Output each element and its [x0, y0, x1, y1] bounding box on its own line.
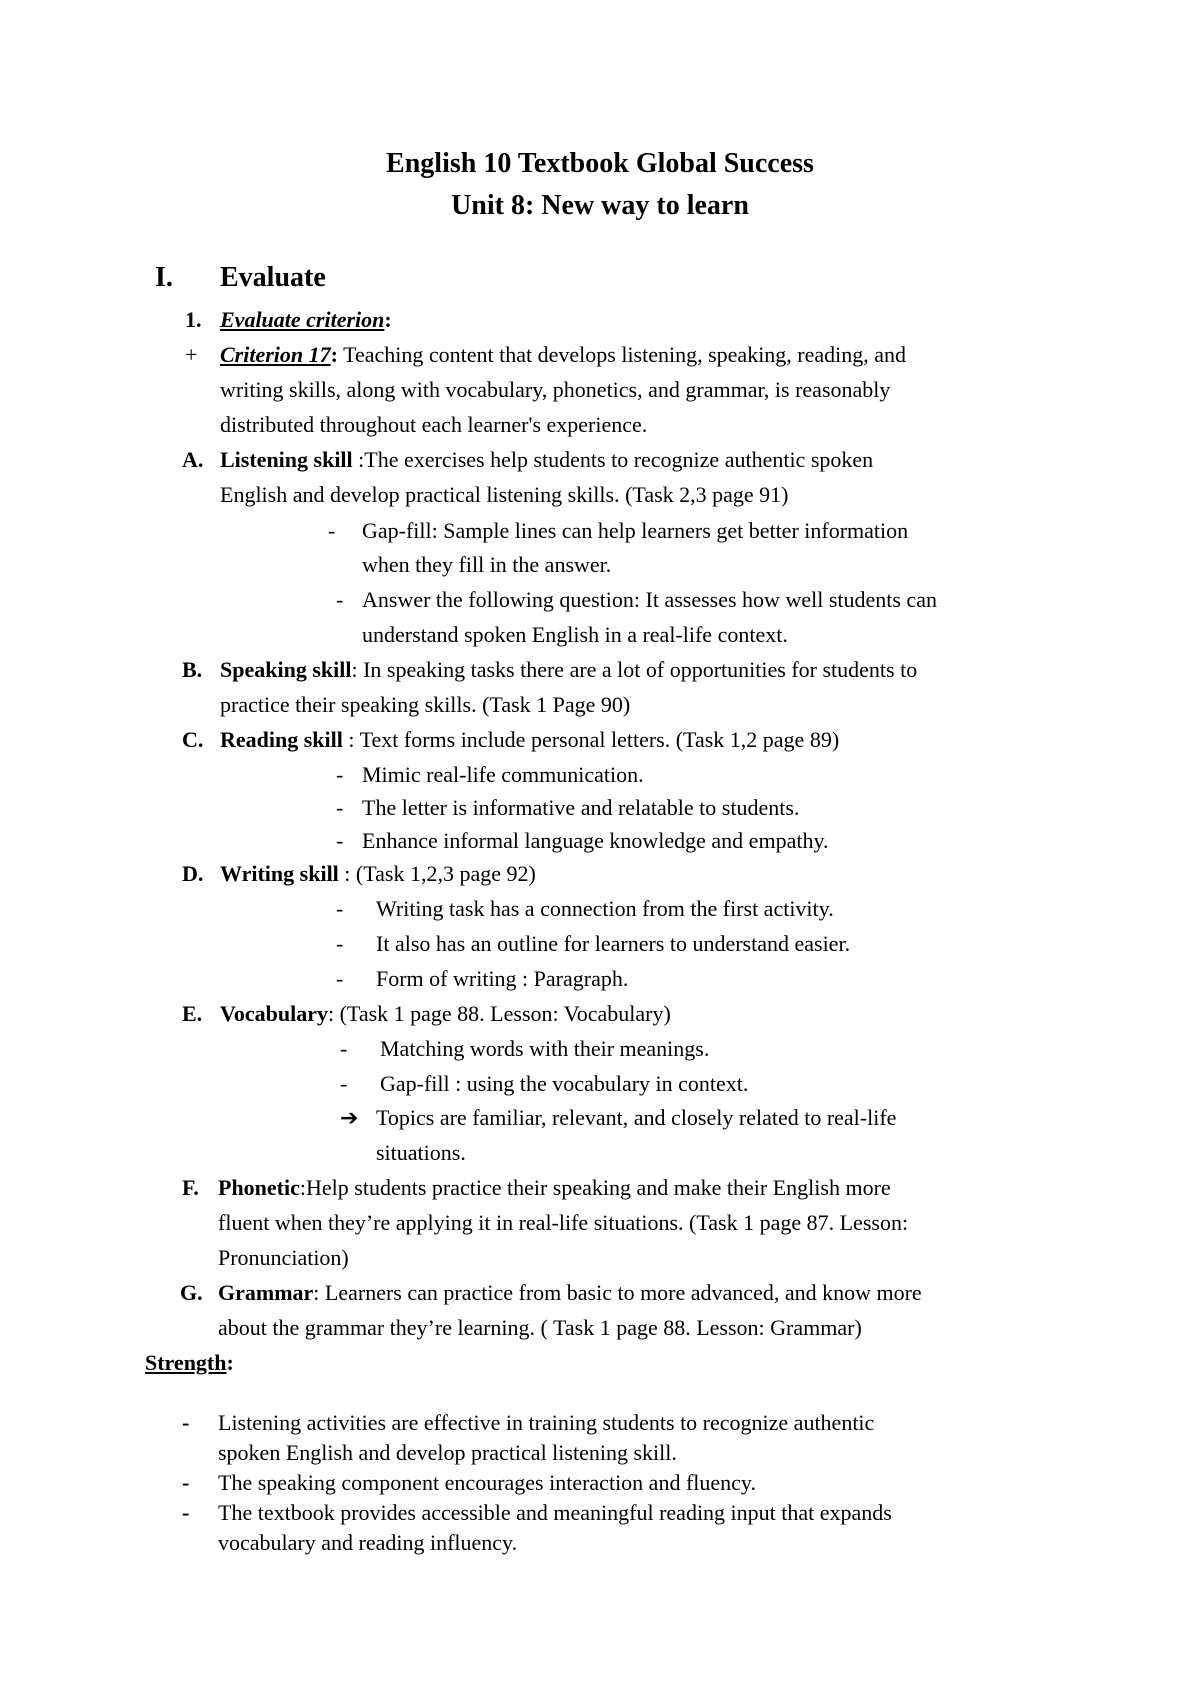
item-c-letter: C.: [182, 727, 204, 752]
item-a-line-2: English and develop practical listening skills. (Task 2,3 page 91): [220, 482, 789, 507]
item-d-line-1: [220, 861, 536, 887]
item-c-label: Reading skill: [220, 727, 343, 752]
item-c-bullet-1: Mimic real-life communication.: [362, 762, 644, 787]
item-b-text: : In speaking tasks there are a lot of opportunities for students to: [351, 657, 918, 682]
item-a-bullet-2-dash: -: [336, 587, 344, 612]
criterion-heading-colon: :: [384, 307, 392, 332]
item-e-bullet-1: Matching words with their meanings.: [380, 1036, 710, 1061]
strength-bullet-3-line-1: The textbook provides accessible and meaningful reading input that expands: [218, 1500, 892, 1525]
item-g-label: Grammar: [218, 1280, 314, 1305]
item-e-letter: E.: [182, 1001, 203, 1026]
section-title: Evaluate: [220, 262, 326, 293]
document-subtitle: Unit 8: New way to learn: [451, 190, 749, 221]
item-c-bullet-3-dash: -: [336, 828, 344, 853]
item-e-bullet-2-dash: -: [340, 1071, 348, 1096]
item-d-label: Writing skill: [220, 861, 339, 886]
criterion-heading: [220, 307, 392, 333]
item-e-bullet-1-dash: -: [340, 1036, 348, 1061]
strength-bullet-3-dash: -: [182, 1500, 190, 1525]
strength-bullet-2-line-1: The speaking component encourages interaction and fluency.: [218, 1470, 756, 1495]
item-a-bullet-1-line-1: Gap-fill: Sample lines can help learners get better information: [362, 518, 909, 543]
item-d-bullet-3: Form of writing : Paragraph.: [376, 966, 629, 991]
item-b-line-2: practice their speaking skills. (Task 1 Page 90): [220, 692, 631, 717]
item-d-bullet-2-dash: -: [336, 931, 344, 956]
criterion-17-label: Criterion 17: [220, 342, 331, 367]
item-g-line-2: about the grammar they’re learning. ( Task 1 page 88. Lesson: Grammar): [218, 1315, 862, 1340]
arrow-icon: ➔: [340, 1105, 359, 1130]
item-c-bullet-1-dash: -: [336, 762, 344, 787]
strength-colon: :: [226, 1350, 234, 1375]
item-d-bullet-1-dash: -: [336, 896, 344, 921]
item-e-arrow-line-1: Topics are familiar, relevant, and closely related to real-life: [376, 1105, 897, 1130]
criterion-17-line-3: distributed throughout each learner's experience.: [220, 412, 648, 437]
item-f-line-2: fluent when they’re applying it in real-life situations. (Task 1 page 87. Lesson:: [218, 1210, 909, 1235]
strength-label: Strength: [145, 1350, 227, 1375]
item-f-line-3: Pronunciation): [218, 1245, 349, 1270]
item-d-letter: D.: [182, 861, 204, 886]
section-numeral: I.: [155, 262, 173, 293]
item-a-bullet-2-line-1: Answer the following question: It assesses how well students can: [362, 587, 937, 612]
item-d-bullet-1: Writing task has a connection from the first activity.: [376, 896, 834, 921]
item-a-bullet-2-line-2: understand spoken English in a real-life context.: [362, 622, 788, 647]
item-d-bullet-3-dash: -: [336, 966, 344, 991]
item-b-label: Speaking skill: [220, 657, 352, 682]
item-e-arrow-line-2: situations.: [376, 1140, 466, 1165]
item-f-label: Phonetic: [218, 1175, 300, 1200]
strength-bullet-3-line-2: vocabulary and reading influency.: [218, 1530, 518, 1555]
item-c-line-1: [220, 727, 839, 753]
item-g-text: : Learners can practice from basic to more advanced, and know more: [313, 1280, 922, 1305]
item-c-bullet-2-dash: -: [336, 795, 344, 820]
document-title: English 10 Textbook Global Success: [386, 148, 814, 179]
item-e-label: Vocabulary: [220, 1001, 328, 1026]
item-a-text: :The exercises help students to recognize authentic spoken: [358, 447, 874, 472]
criterion-17-text: Teaching content that develops listening, speaking, reading, and: [337, 342, 907, 367]
strength-bullet-2-dash: -: [182, 1470, 190, 1495]
strength-heading: [145, 1350, 234, 1376]
item-c-text: : Text forms include personal letters. (Task 1,2 page 89): [342, 727, 840, 752]
item-c-bullet-2: The letter is informative and relatable to students.: [362, 795, 800, 820]
item-f-letter: F.: [182, 1175, 199, 1200]
item-a-line-1: [220, 447, 873, 473]
item-a-bullet-1-dash: -: [328, 518, 336, 543]
item-g-line-1: [218, 1280, 922, 1306]
item-b-letter: B.: [182, 657, 203, 682]
item-d-bullet-2: It also has an outline for learners to understand easier.: [376, 931, 851, 956]
item-a-label: Listening skill: [220, 447, 359, 472]
criterion-heading-label: Evaluate criterion: [220, 307, 385, 332]
strength-bullet-1-line-1: Listening activities are effective in training students to recognize authentic: [218, 1410, 875, 1435]
criterion-heading-number: 1.: [185, 307, 202, 332]
criterion-17-line-2: writing skills, along with vocabulary, phonetics, and grammar, is reasonably: [220, 377, 891, 402]
item-c-bullet-3: Enhance informal language knowledge and empathy.: [362, 828, 829, 853]
item-e-text: : (Task 1 page 88. Lesson: Vocabulary): [327, 1001, 671, 1026]
strength-bullet-1-dash: -: [182, 1410, 190, 1435]
criterion-17-marker: +: [185, 342, 198, 367]
strength-bullet-1-line-2: spoken English and develop practical listening skill.: [218, 1440, 677, 1465]
criterion-17-line-1: [220, 342, 906, 368]
item-g-letter: G.: [180, 1280, 203, 1305]
item-b-line-1: [220, 657, 917, 683]
item-d-text: : (Task 1,2,3 page 92): [338, 861, 536, 886]
item-a-letter: A.: [182, 447, 204, 472]
item-f-text: :Help students practice their speaking and make their English more: [299, 1175, 891, 1200]
item-a-bullet-1-line-2: when they fill in the answer.: [362, 552, 612, 577]
criterion-17-colon: :: [330, 342, 338, 367]
item-e-bullet-2: Gap-fill : using the vocabulary in context.: [380, 1071, 749, 1096]
item-f-line-1: [218, 1175, 891, 1201]
item-e-line-1: [220, 1001, 671, 1027]
